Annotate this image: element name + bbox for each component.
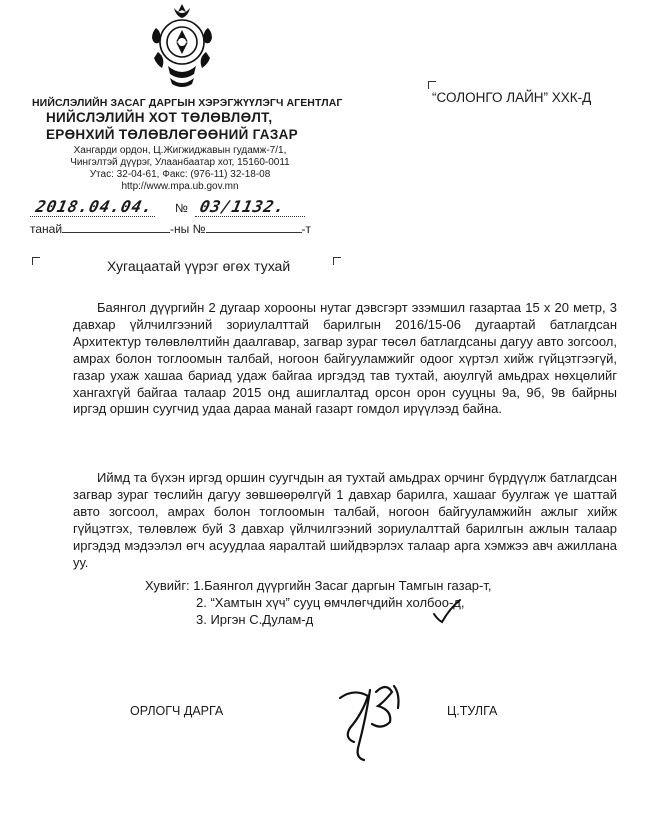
date-number-line — [30, 196, 310, 220]
recipient-corner-mark — [428, 81, 436, 89]
body-paragraph-1: Баянгол дүүргийн 2 дугаар хорооны нутаг дэвсгэрт эзэмшил газартаа 15 х 20 метр, 3 давхар үйлчилгээний зориулалттай барилгын 2016/15-06 дугаартай батлагдсан Архитектур төлөвлөлтийн даалгавар, загвар зураг төсөл батлагдсаны дагуу авто зогсоол, амрах болон тоглоомын талбай, ногоон байгууламжийг одоог хүртэл хийж гүйцэтгээгүй, газар ухаж хашаа бариад удаж байгаа иргэдэд тав тухтай, аюулгүй амьдрах нөхцөлийг хангахгүй байгаа талаар 2015 онд ашиглалтад орсон орон сууцны 9а, 9б, 9в байрны иргэд оршин суугчид удаа дараа манай газарт гомдол ирүүлээд байна. — [73, 300, 617, 417]
recipient-name: “СОЛОНГО ЛАЙН” ХХК-Д — [432, 90, 592, 105]
address-line: Чингэлтэй дүүрэг, Улаанбаатар хот, 15160-0011 — [70, 157, 290, 168]
copies-item-1 — [145, 578, 492, 593]
number-label: № — [175, 201, 188, 215]
reply-suffix: -т — [301, 222, 312, 236]
handwritten-signature-icon — [320, 668, 420, 763]
department-name-line1: НИЙСЛЭЛИЙН ХОТ ТӨЛӨВЛӨЛТ, — [46, 110, 273, 125]
copies-item-text: 1.Баянгол дүүргийн Засаг даргын Тамгын газар-т, — [193, 578, 492, 593]
reply-reference-line — [30, 222, 311, 236]
copies-item-3: 3. Иргэн С.Дулам-д — [196, 612, 314, 627]
address-line: Хангарди ордон, Ц.Жигжиджавын гудамж-7/1, — [73, 145, 287, 156]
reply-date-blank — [62, 222, 170, 233]
handwritten-date: 2018.04.04. — [33, 197, 155, 216]
date-underline — [30, 216, 155, 217]
department-name-line2: ЕРӨНХИЙ ТӨЛӨВЛӨГӨӨНИЙ ГАЗАР — [46, 127, 298, 142]
letter-subject: Хугацаатай үүрэг өгөх тухай — [107, 258, 291, 274]
state-emblem-icon — [148, 2, 216, 90]
subject-corner-mark-right — [333, 257, 341, 265]
reply-prefix: танай — [30, 222, 63, 236]
number-underline — [195, 216, 305, 217]
signatory-role: ОРЛОГЧ ДАРГА — [130, 704, 224, 718]
handwritten-number: 03/1132. — [197, 197, 288, 216]
agency-line: НИЙСЛЭЛИЙН ЗАСАГ ДАРГЫН ХЭРЭГЖҮҮЛЭГЧ АГЕНТЛАГ — [32, 97, 343, 109]
website-link[interactable]: http://www.mpa.ub.gov.mn — [121, 181, 239, 192]
subject-corner-mark-left — [32, 257, 40, 265]
reply-middle: -ны № — [170, 222, 206, 236]
body-paragraph-2: Иймд та бүхэн иргэд оршин суугчдын ая тухтай амьдрах орчинг бүрдүүлж батлагдсан загвар зураг төслийн дагуу зөвшөөрөлгүй 1 давхар барилга, хашааг буулгаж үе шаттай авто зогсоол, амрах болон тоглоомын талбай, ногоон байгууламжийн ажлыг хийж гүйцэтгэх, төлөвлөж буй 3 давхар үйлчилгээний зориулалттай барилгын ажлын талаар иргэдэд мэдээлэл өгч асуудлаа яаралтай шийдвэрлэх талаар арга хэмжээ авч ажиллана уу. — [73, 470, 617, 570]
copies-label: Хувийг: — [145, 578, 190, 593]
contact-phone-fax: Утас: 32-04-61, Факс: (976-11) 32-18-08 — [89, 169, 271, 180]
copies-item-2: 2. “Хамтын хүч” сууц өмчлөгчдийн холбоо-д, — [196, 595, 465, 610]
reply-number-blank — [206, 222, 302, 233]
handwritten-check-mark-icon — [432, 598, 462, 624]
signatory-name: Ц.ТУЛГА — [447, 704, 498, 718]
